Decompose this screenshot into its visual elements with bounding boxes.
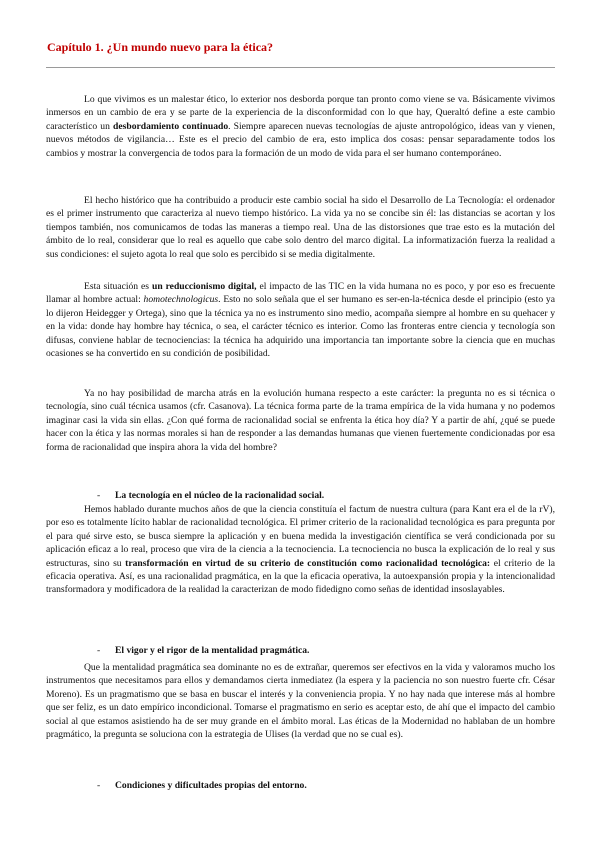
heading-3-dash: - — [97, 780, 101, 791]
heading-2-dash: - — [97, 645, 101, 656]
section-heading-1 — [97, 489, 324, 502]
paragraph-1 — [46, 93, 555, 160]
paragraph-1-text-a: Lo que vivimos es un malestar ético, lo exterior nos desborda porque tan pronto como viene se va. Básicamente vivimos inmersos en un cambio de era y se parte de la experiencia de la disconformidad con lo que hay, Queraltó define a este cambio característico un — [46, 94, 555, 132]
heading-3-text: Condiciones y dificultades propias del entorno. — [115, 780, 307, 791]
paragraph-2: El hecho histórico que ha contribuido a producir este cambio social ha sido el Desarrollo de La Tecnología: el ordenador es el primer instrumento que caracteriza al nuevo tiempo histórico. La vida ya no se concibe sin él: las distancias se acortan y los tiempos también, nos comunicamos de todas las maneras a tiempo real. Una de las distorsiones que trae esto es la mutación del ámbito de lo real, considerar que lo real es aquello que cabe solo dentro del marco digital. La informatización fuerza la realidad a sus condiciones: el sujeto agota lo real que solo es percibido si se media digitalmente. — [46, 195, 555, 260]
paragraph-3-text-e: . Esto no solo señala que el ser humano es ser-en-la-técnica desde el principio (esto ya lo dijeron Heidegger y Ortega), sino que la técnica ya no es instrumento sino medio, acompaña siempre al hombre en su quehacer y en la vida: donde hay hombre hay técnica, o sea, el carácter técnico es interior. Como las fronteras entre ciencia y tecnología son difusas, conviene hablar de tecnociencias: la técnica ha adquirido una importancia tan importante sobre la ciencia que en muchas ocasiones se ha convertido en su condición de posibilidad. — [46, 294, 555, 360]
paragraph-5 — [46, 503, 555, 597]
paragraph-5-bold: transformación en virtud de su criterio de constitución como racionalidad tecnológica: — [125, 557, 491, 569]
paragraph-4: Ya no hay posibilidad de marcha atrás en la evolución humana respecto a este carácter: la pregunta no es si técnica o tecnología, sino cuál técnica usamos (cfr. Casanova). La técnica forma parte de la trama empírica de la vida humana y no podemos imaginar casi la vida sin ellas. ¿Con qué forma de racionalidad social se enfrenta la ética hoy día? Y a partir de ahí, ¿qué se puede hacer con la ética y las normas morales si han de responder a las demandas humanas que vienen fuertemente condicionadas por esa forma de racionalidad que inspira ahora la vida del hombre? — [46, 388, 555, 453]
heading-1-text: La tecnología en el núcleo de la racionalidad social. — [115, 490, 325, 501]
paragraph-3-bold: un reduccionismo digital, — [151, 281, 257, 292]
paragraph-3 — [46, 280, 555, 360]
chapter-title: Capítulo 1. ¿Un mundo nuevo para la ética? — [47, 40, 274, 54]
paragraph-5-text-a: Hemos hablado durante muchos años de que la ciencia constituía el factum de nuestra cultura (para Kant era el de la rV), por eso es totalmente lícito hablar de racionalidad tecnológica. El primer criterio de la racionalidad tecnológica es para pregunta por el para qué sirve esto, se busca siempre la aplicación y en buena medida la investigación científica se verá condicionada por su aplicación eficaz a lo real, proceso que vira de la ciencia a la tecnociencia. La tecnociencia no busca la explicación de lo real y sus estructuras, sino su — [46, 504, 555, 569]
paragraph-3-text-a: Esta situación es — [84, 281, 152, 292]
title-divider — [46, 67, 555, 68]
paragraph-3-italic: homotechnologicus — [143, 294, 219, 306]
paragraph-6: Que la mentalidad pragmática sea dominante no es de extrañar, queremos ser efectivos en la vida y valoramos mucho los instrumentos que necesitamos para ellos y demandamos cierta inmediatez (la espera y la paciencia no son nuestro fuerte cfr. César Moreno). Es un pragmatismo que se basa en buscar el interés y la conveniencia propia. Y no hay nada que interese más al hombre que ser feliz, es un dato empírico incondicional. Tomarse el pragmatismo en serio es aceptar esto, de ahí que el impacto del cambio social al que estamos asistiendo ha de ser muy grande en el ámbito moral. Las éticas de la Modernidad no hablaban de un hombre pragmático, la pregunta se soluciona con la estrategia de Ulises (la verdad que no se cual es). — [46, 662, 555, 741]
heading-2-text: El vigor y el rigor de la mentalidad pragmática. — [115, 645, 310, 656]
paragraph-1-text-c: . Siempre aparecen nuevas tecnologías de ajuste antropológico, ideas van y vienen, nuevos métodos de vigilancia… Este es el precio del cambio de era, esto implica dos cosas: pensar separadamente todos los cambios y mostrar la convergencia de todos para la formación de un modo de vida para el ser humano contemporáneo. — [46, 120, 555, 159]
paragraph-3-text-c: el impacto de las TIC en la vida humana no es poco, y por eso es frecuente llamar al hombre actual: — [46, 281, 555, 306]
section-heading-2 — [97, 644, 309, 657]
section-heading-3 — [97, 779, 307, 792]
paragraph-1-bold: desbordamiento continuado — [113, 120, 229, 132]
paragraph-5-text-c: el criterio de la eficacia operativa. Así, es una racionalidad pragmática, en la que la eficacia operativa, la autoexpansión propia y la intencionalidad transformadora y modificadora de la realidad la caracterizan de modo fidedigno como señas de identidad insoslayables. — [46, 557, 555, 596]
heading-1-dash: - — [97, 490, 101, 501]
